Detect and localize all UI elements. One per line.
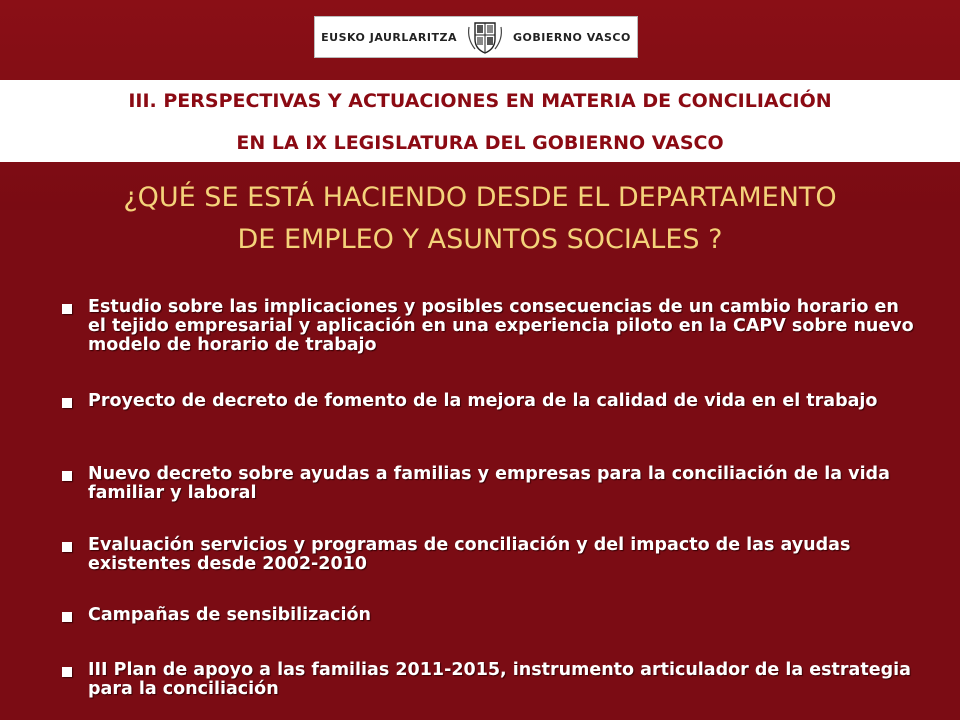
bullet-text: Proyecto de decreto de fomento de la mejora de la calidad de vida en el trabajo	[88, 391, 878, 411]
subtitle-line-2: DE EMPLEO Y ASUNTOS SOCIALES ?	[237, 224, 723, 255]
square-bullet-icon	[62, 667, 72, 677]
square-bullet-icon	[62, 398, 72, 408]
header-title-line-2: EN LA IX LEGISLATURA DEL GOBIERNO VASCO	[236, 132, 724, 154]
subtitle-line-1: ¿QUÉ SE ESTÁ HACIENDO DESDE EL DEPARTAMENTO	[123, 182, 837, 213]
bullet-text: Campañas de sensibilización	[88, 605, 372, 625]
bullet-text: Estudio sobre las implicaciones y posibles consecuencias de un cambio horario en el tejido empresarial y aplicación en una experiencia piloto en la CAPV sobre nuevo modelo de horario de trabajo	[88, 297, 914, 355]
square-bullet-icon	[62, 471, 72, 481]
square-bullet-icon	[62, 304, 72, 314]
square-bullet-icon	[62, 542, 72, 552]
square-bullet-icon	[62, 612, 72, 622]
logo-right-text: GOBIERNO VASCO	[512, 30, 631, 44]
logo-left-text: EUSKO JAURLARITZA	[321, 30, 457, 44]
bullet-text: Nuevo decreto sobre ayudas a familias y empresas para la conciliación de la vida familiar y laboral	[88, 464, 890, 503]
header-title-line-1: III. PERSPECTIVAS Y ACTUACIONES EN MATERIA DE CONCILIACIÓN	[128, 90, 832, 112]
bullet-text: Evaluación servicios y programas de conciliación y del impacto de las ayudas existentes desde 2002-2010	[88, 535, 851, 574]
bullet-text: III Plan de apoyo a las familias 2011-2015, instrumento articulador de la estrategia para la conciliación	[88, 660, 911, 699]
